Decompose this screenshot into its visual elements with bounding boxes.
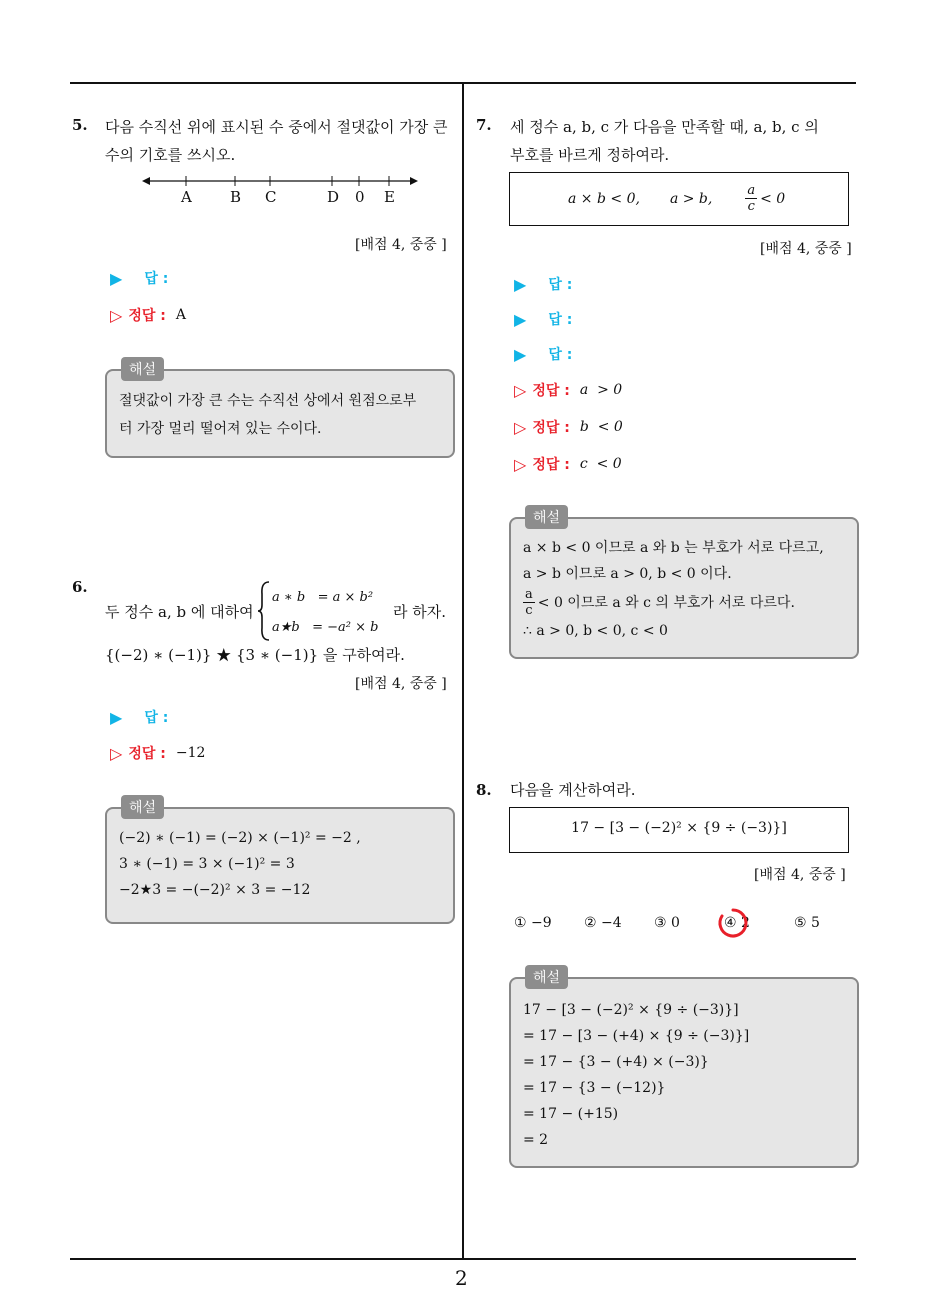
column-divider [462, 84, 464, 1259]
q7-cond-2: a > b, [669, 190, 713, 207]
q8-score: [배점 4, 중중 ] [754, 867, 846, 883]
q8-expression-box [509, 807, 849, 853]
q7-answer-label: 답 : [548, 312, 573, 328]
q6-expl-line: −2★3 = −(−2)² × 3 = −12 [119, 882, 311, 898]
q7-number: 7. [476, 116, 492, 134]
q7-correct-arrow-icon: ▷ [514, 454, 527, 474]
q6-score: [배점 4, 중중 ] [355, 676, 447, 692]
q6-explanation-tag: 해설 [121, 795, 164, 819]
q7-text [510, 113, 819, 169]
q8-expl-line: 17 − [3 − (−2)² × {9 ÷ (−3)}] [523, 1002, 739, 1018]
q8-choice-2[interactable]: ② −4 [584, 915, 622, 931]
q6-text-before: 두 정수 a, b 에 대하여 [105, 603, 254, 621]
q8-text: 다음을 계산하여라. [510, 781, 636, 799]
q7-text-line2: 부호를 바르게 정하여라. [510, 146, 670, 164]
q5-explanation-box [105, 362, 455, 458]
q7-condition-box [509, 172, 849, 226]
q8-expl-line: = 17 − [3 − (+4) × {9 ÷ (−3)}] [523, 1028, 750, 1044]
bottom-rule [70, 1258, 856, 1260]
q8-expl-line: = 17 − (+15) [523, 1106, 619, 1122]
q7-expl-line: a × b < 0 이므로 a 와 b 는 부호가 서로 다르고, [523, 540, 824, 556]
q6-explanation-box [105, 800, 455, 924]
q5-text-line2: 수의 기호를 쓰시오. [105, 146, 236, 164]
q5-answer-label: 답 : [144, 271, 169, 287]
q8-choice-5[interactable]: ⑤ 5 [794, 915, 820, 931]
q5-label-a: A [181, 188, 192, 206]
q7-correct-label: 정답 : [532, 457, 570, 473]
q7-expl-frac-den: c [525, 603, 533, 618]
q6-text-after: 라 하자. [393, 603, 447, 621]
q7-cond-fraction [745, 183, 757, 214]
q5-text-line1: 다음 수직선 위에 표시된 수 중에서 절댓값이 가장 큰 [105, 118, 448, 136]
q5-label-b: B [230, 188, 242, 206]
q5-explanation-tag: 해설 [121, 357, 164, 381]
q5-score: [배점 4, 중중 ] [355, 237, 447, 253]
q7-score: [배점 4, 중중 ] [760, 241, 852, 257]
q8-expl-line: = 2 [523, 1132, 549, 1148]
q7-explanation-body [523, 535, 824, 644]
q6-answer-row [110, 707, 168, 727]
q7-answer-row-3 [514, 344, 572, 364]
q5-text [105, 113, 447, 169]
q8-choice-1[interactable]: ① −9 [514, 915, 552, 931]
q7-answer-arrow-icon: ▶ [514, 344, 527, 364]
q5-label-d: D [327, 188, 340, 206]
q7-answer-arrow-icon: ▶ [514, 309, 527, 329]
q7-cond-3: < 0 [760, 190, 786, 207]
q6-explanation-body [119, 825, 361, 903]
q8-expl-line: = 17 − {3 − (+4) × (−3)} [523, 1054, 709, 1070]
q7-correct-label: 정답 : [532, 420, 570, 436]
q8-choices [514, 915, 864, 931]
q5-expl-line: 터 가장 멀리 떨어져 있는 수이다. [119, 421, 322, 437]
q6-correct-arrow-icon: ▷ [110, 743, 123, 763]
q5-answer-row [110, 268, 168, 288]
q6-correct-value: −12 [175, 745, 206, 761]
q7-cond-1: a × b < 0, [568, 190, 640, 207]
q6-def2: a★b = −a² × b [272, 620, 379, 635]
q5-correct-value: A [175, 307, 186, 323]
q7-correct-row-2 [514, 417, 623, 437]
q5-correct-row [110, 305, 186, 325]
q7-expl-line3: < 0 이므로 a 와 c 의 부호가 서로 다르다. [537, 594, 795, 611]
q6-expl-line: (−2) ∗ (−1) = (−2) × (−1)² = −2 , [119, 830, 361, 846]
q7-correct-value: c < 0 [579, 456, 622, 472]
q8-selected-mark-icon [717, 907, 749, 939]
q8-explanation-box [509, 970, 859, 1168]
q7-correct-arrow-icon: ▷ [514, 417, 527, 437]
q7-explanation-tag: 해설 [525, 505, 568, 529]
q7-explanation-box [509, 510, 859, 659]
q7-expl-fraction [523, 587, 535, 618]
q6-answer-label: 답 : [144, 710, 169, 726]
q5-answer-arrow-icon: ▶ [110, 268, 123, 288]
q8-number: 8. [476, 781, 492, 799]
q8-choice-3[interactable]: ③ 0 [654, 915, 680, 931]
page-number: 2 [455, 1266, 468, 1290]
q7-answer-arrow-icon: ▶ [514, 274, 527, 294]
q8-expression: 17 − [3 − (−2)² × {9 ÷ (−3)}] [571, 820, 787, 836]
q7-answer-label: 답 : [548, 347, 573, 363]
q7-correct-value: b < 0 [579, 419, 623, 435]
q7-expl-line: ∴ a > 0, b < 0, c < 0 [523, 623, 668, 639]
q8-expl-line: = 17 − {3 − (−12)} [523, 1080, 666, 1096]
q7-correct-arrow-icon: ▷ [514, 380, 527, 400]
q7-expl-line: a > b 이므로 a > 0, b < 0 이다. [523, 566, 732, 582]
q5-label-c: C [265, 188, 277, 206]
q5-correct-arrow-icon: ▷ [110, 305, 123, 325]
q7-answer-row-1 [514, 274, 572, 294]
q8-explanation-body [523, 997, 749, 1153]
q7-cond-frac-num: a [747, 183, 756, 198]
q6-def1: a ∗ b = a × b² [272, 590, 374, 605]
q5-label-e: E [384, 188, 395, 206]
q7-correct-value: a > 0 [579, 382, 623, 398]
q6-correct-row [110, 743, 205, 763]
q6-brace-icon [257, 580, 271, 642]
q7-expl-frac-num: a [525, 587, 533, 602]
q6-expl-line: 3 ∗ (−1) = 3 × (−1)² = 3 [119, 856, 295, 872]
q8-explanation-tag: 해설 [525, 965, 568, 989]
q5-correct-label: 정답 : [128, 308, 166, 324]
q6-answer-arrow-icon: ▶ [110, 707, 123, 727]
q7-correct-label: 정답 : [532, 383, 570, 399]
q7-cond-frac-den: c [747, 199, 755, 214]
q6-text-line2: {(−2) ∗ (−1)} ★ {3 ∗ (−1)} 을 구하여라. [105, 646, 405, 664]
q6-number: 6. [72, 578, 88, 596]
q5-number: 5. [72, 116, 88, 134]
q7-correct-row-1 [514, 380, 622, 400]
q7-answer-row-2 [514, 309, 572, 329]
q5-label-zero: 0 [355, 188, 365, 206]
q6-correct-label: 정답 : [128, 746, 166, 762]
q7-text-line1: 세 정수 a, b, c 가 다음을 만족할 때, a, b, c 의 [510, 118, 819, 136]
q5-explanation-body [119, 387, 416, 443]
q5-expl-line: 절댓값이 가장 큰 수는 수직선 상에서 원점으로부 [119, 393, 417, 409]
q7-expl-line-frac [523, 587, 824, 618]
q7-answer-label: 답 : [548, 277, 573, 293]
q8-choice-4[interactable]: ④ 2 [724, 915, 750, 931]
q7-correct-row-3 [514, 454, 622, 474]
